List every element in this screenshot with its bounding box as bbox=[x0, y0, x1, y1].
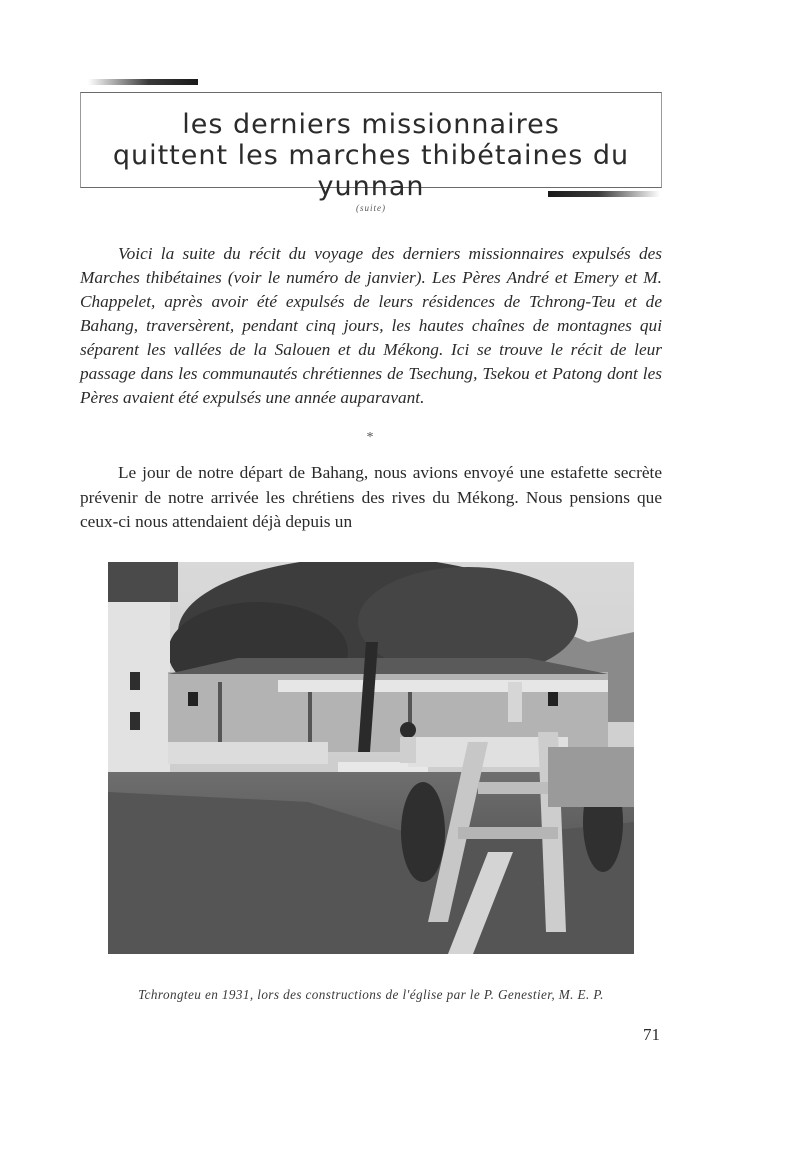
page-number: 71 bbox=[643, 1025, 660, 1044]
body-paragraph: Le jour de notre départ de Bahang, nous avions envoyé une estafette secrète prévenir de notre arrivée les chrétiens des rives du Mékong. Nous pensions que ceux-ci nous attendaient déjà depuis un bbox=[80, 463, 662, 531]
photo-caption: Tchrongteu en 1931, lors des constructions de l'église par le P. Genestier, M. E. P. bbox=[138, 987, 604, 1002]
article-title-line-2: quittent les marches thibétaines du yunnan bbox=[112, 140, 630, 202]
article-title-box bbox=[80, 92, 662, 213]
section-separator: * bbox=[366, 430, 374, 445]
photograph bbox=[108, 562, 634, 954]
title-ornament-bottom bbox=[548, 191, 660, 197]
title-ornament-top bbox=[88, 79, 198, 85]
article-suite-label: (suite) bbox=[356, 203, 386, 213]
intro-paragraph: Voici la suite du récit du voyage des derniers missionnaires expulsés des Marches thibétaines (voir le numéro de janvier). Les Pères André et Emery et M. Chappelet, après avoir été expulsés de leurs résidences de Tchrong-Teu et de Bahang, traversèrent, pendant cinq jours, les hautes chaînes de montagnes qui séparent les vallées de la Salouen et du Mékong. Ici se trouve le récit de leur passage dans les communautés chrétiennes de Tsechung, Tsekou et Patong dont les Pères avaient été expulsés une année auparavant. bbox=[80, 244, 662, 407]
photo-illustration bbox=[108, 562, 634, 954]
article-title-line-1: les derniers missionnaires bbox=[182, 109, 560, 140]
